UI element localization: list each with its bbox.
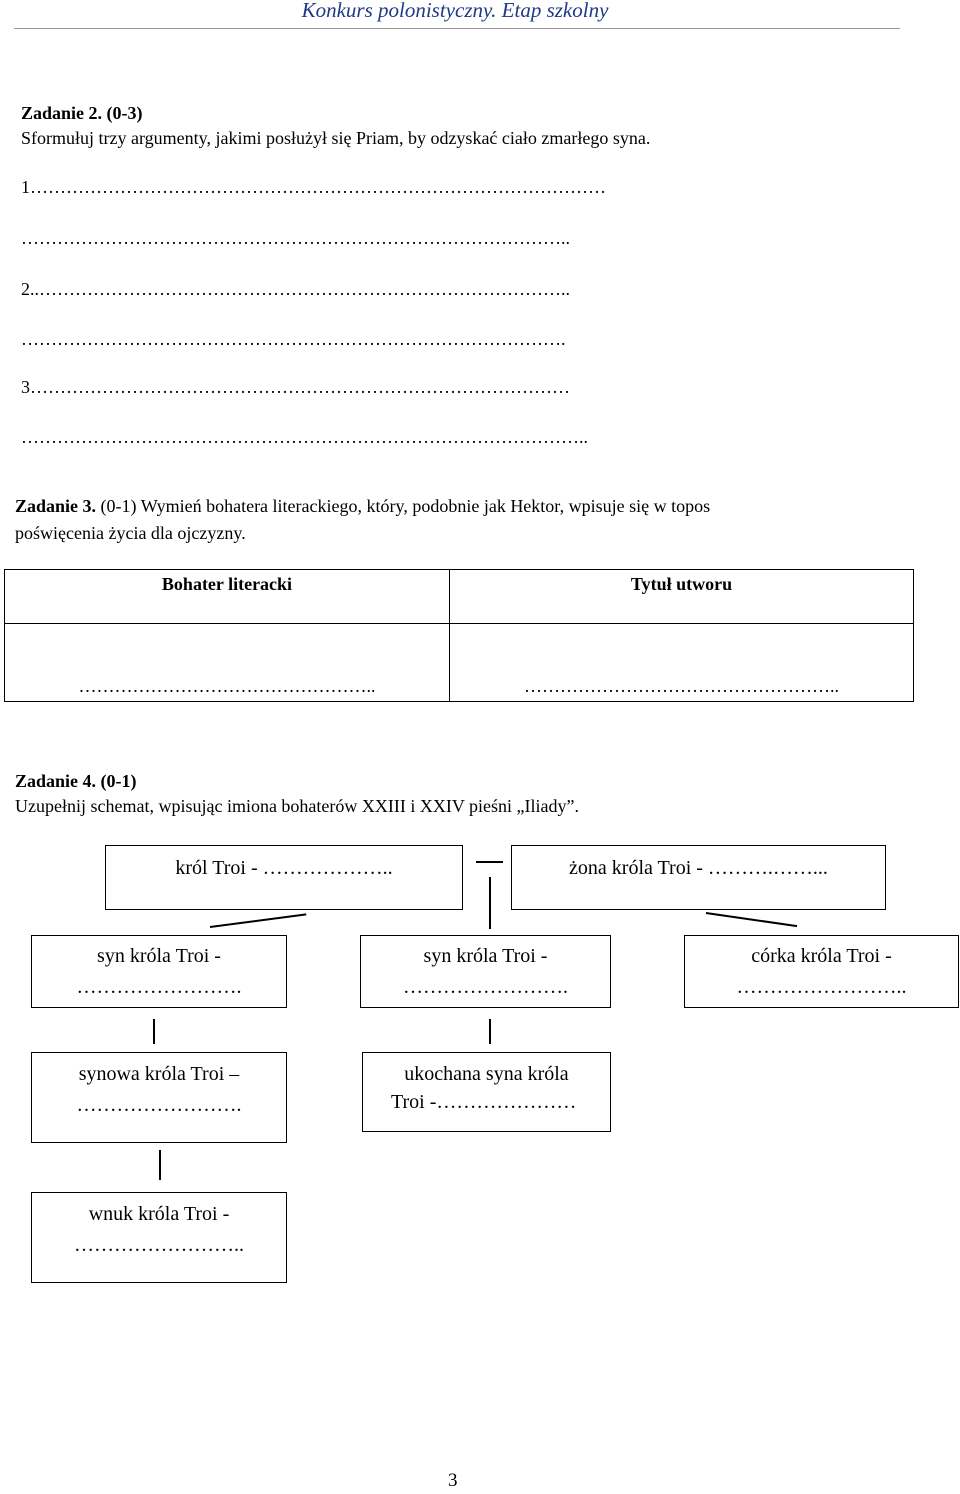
task2-answer-line-1[interactable]: 1…………………………………………………………………………………… [21,177,606,197]
box-daughter[interactable] [684,935,959,1008]
box-daughter-answer: …………………….. [736,976,907,998]
box-son-2-answer: ……………………. [403,976,568,998]
box-daughter-in-law-answer: ……………………. [76,1094,242,1116]
col-header-hero: Bohater literacki [5,570,450,624]
box-king[interactable] [105,845,463,910]
box-beloved-answer: Troi -………………… [391,1091,577,1113]
box-beloved[interactable] [362,1052,611,1132]
box-beloved-label: ukochana syna króla [404,1063,569,1085]
marriage-connector [476,861,503,863]
page-number: 3 [448,1470,458,1491]
answer-cell-hero[interactable]: ………………………………………….. [5,624,450,702]
box-queen[interactable] [511,845,886,910]
box-daughter-label: córka króla Troi - [751,945,892,967]
connector-son2-beloved [489,1019,491,1044]
task2-answer-line-3[interactable]: 2..…………………………………………………………………………….. [21,279,570,299]
connector-parents-son1 [210,913,306,927]
task2-answer-line-6[interactable]: ………………………………………………………………………………….. [21,427,588,447]
task4-prompt: Uzupełnij schemat, wpisując imiona bohaterów XXIII i XXIV pieśni „Iliady”. [15,796,580,816]
connector-grandson [159,1150,161,1180]
box-grandson[interactable] [31,1192,287,1283]
task2-prompt: Sformułuj trzy argumenty, jakimi posłużył się Priam, by odzyskać ciało zmarłego syna. [21,128,651,148]
box-daughter-in-law-label: synowa króla Troi – [78,1063,240,1085]
box-king-label: król Troi - ……………….. [175,857,393,879]
connector-parents-daughter [706,912,797,927]
connector-parents-son2 [489,877,491,929]
task3-heading: Zadanie 3. [15,496,97,516]
task3-answer-table [4,569,914,702]
task2-answer-line-5[interactable]: 3……………………………………………………………………………… [21,377,570,397]
header-divider [14,28,900,29]
task4-heading: Zadanie 4. (0-1) [15,771,137,791]
task3-prompt-line-1 [15,496,710,517]
col-header-title: Tytuł utworu [450,570,914,624]
task3-prompt-line-2: poświęcenia życia dla ojczyzny. [15,523,246,543]
box-queen-label: żona króla Troi - ……….……... [569,857,828,879]
connector-son1-wife [153,1019,155,1044]
box-son-1[interactable] [31,935,287,1008]
box-son-1-label: syn króla Troi - [97,945,221,967]
box-daughter-in-law[interactable] [31,1052,287,1143]
task2-heading: Zadanie 2. (0-3) [21,103,143,123]
task2-answer-line-4[interactable]: ………………………………………………………………………………. [21,329,566,349]
box-son-1-answer: ……………………. [76,976,242,998]
task2-answer-line-2[interactable]: ……………………………………………………………………………….. [21,228,570,248]
task3-prompt-text: (0-1) Wymień bohatera literackiego, który, podobnie jak Hektor, wpisuje się w topos [96,496,711,516]
box-grandson-answer: …………………….. [74,1234,244,1256]
page-header-title: Konkurs polonistyczny. Etap szkolny [301,0,609,22]
box-grandson-label: wnuk króla Troi - [88,1203,230,1225]
box-son-2[interactable] [360,935,611,1008]
box-son-2-label: syn króla Troi - [423,945,548,967]
answer-cell-title[interactable]: …………………………………………….. [450,624,914,702]
